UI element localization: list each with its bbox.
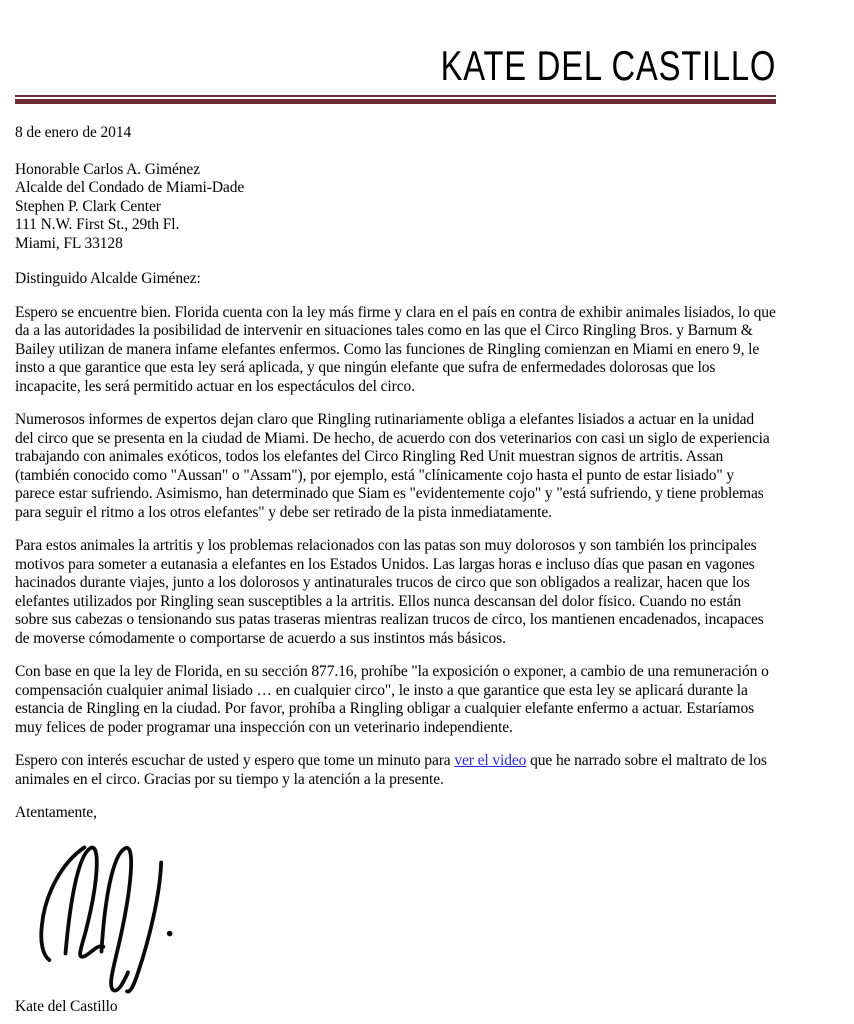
recipient-line: Stephen P. Clark Center <box>15 197 161 215</box>
letterhead-rule <box>15 95 776 104</box>
recipient-line: 111 N.W. First St., 29th Fl. <box>15 216 180 233</box>
recipient-line: Alcalde del Condado de Miami-Dade <box>15 179 245 196</box>
recipient-line: Miami, FL 33128 <box>15 234 123 252</box>
body-paragraph: Numerosos informes de expertos dejan claro que Ringling rutinariamente obliga a elefantes lisiados a actuar en la unidad del circo que se presenta en la ciudad de Miami. De hecho, de acuerdo con dos veterinarios con casi un siglo de experiencia trabajando con animales exóticos, todos los elefantes del Circo Ringling Red Unit muestran signos de artritis. Assan (también conocido como "Aussan" o "Assam"), por ejemplo, está "clínicamente cojo hasta el punto de estar lisiado" y parece estar sufriendo. Asimismo, han determinado que Siam es "evidentemente cojo" y "está sufriendo, y tiene problemas para seguir el ritmo a los otros elefantes" y debe ser retirado de la pista inmediatamente. <box>15 411 770 521</box>
closing-paragraph <box>15 752 776 789</box>
letterhead-name-text: KATE DEL CASTILLO <box>440 42 776 89</box>
ver-el-video-link[interactable]: ver el video <box>454 752 527 769</box>
sender-name: Kate del Castillo <box>15 998 118 1015</box>
letterhead-name <box>15 44 776 88</box>
closing-text-after: que he narrado sobre el maltrato de los animales en el circo. Gracias por su tiempo y la atención a la presente. <box>15 752 767 788</box>
salutation: Distinguido Alcalde Giménez: <box>15 270 201 287</box>
letter-date: 8 de enero de 2014 <box>15 124 132 141</box>
body-paragraph: Espero se encuentre bien. Florida cuenta con la ley más firme y clara en el país en contra de exhibir animales lisiados, lo que da a las autoridades la posibilidad de intervenir en situaciones tales como en las que el Circo Ringling Bros. y Barnum & Bailey utilizan de manera infame elefantes enfermos. Como las funciones de Ringling comienzan en Miami en enero 9, le insto a que garantice que esta ley será aplicada, y que ningún elefante que sufra de enfermedades dolorosas que los incapacite, les será permitido actuar en los espectáculos del circo. <box>15 303 776 395</box>
body-paragraph: Con base en que la ley de Florida, en su sección 877.16, prohíbe "la exposición o exponer, a cambio de una remuneración o compensación cualquier animal lisiado … en cualquier circo", le insto a que garantice que esta ley se aplicará durante la estancia de Ringling en la ciudad. Por favor, prohíba a Ringling obligar a cualquier elefante enfermo a actuar. Estaríamos muy felices de poder programar una inspección con un veterinario independiente. <box>15 663 769 736</box>
closing-text-before: Espero con interés escuchar de usted y espero que tome un minuto para <box>15 752 455 769</box>
valediction: Atentamente, <box>15 804 97 821</box>
handwritten-signature-icon <box>18 836 184 997</box>
recipient-line: Honorable Carlos A. Giménez <box>15 160 200 178</box>
recipient-address <box>15 161 776 254</box>
body-paragraph: Para estos animales la artritis y los problemas relacionados con las patas son muy dolorosos y son también los principales motivos para someter a eutanasia a elefantes en los Estados Unidos. Las largas horas e incluso días que pasan en vagones hacinados durante viajes, junto a los dolorosos y antinaturales trucos de circo que son obligados a realizar, hacen que los elefantes utilizados por Ringling sean susceptibles a la artritis. Ellos nunca descansan del dolor físico. Cuando no están sobre sus cabezas o tensionando sus patas traseras mientras realizan trucos de circo, los mantienen encadenados, incapaces de moverse cómodamente o comportarse de acuerdo a sus instintos más básicos. <box>15 537 764 647</box>
letterhead <box>15 44 776 104</box>
signature-image <box>18 836 188 996</box>
